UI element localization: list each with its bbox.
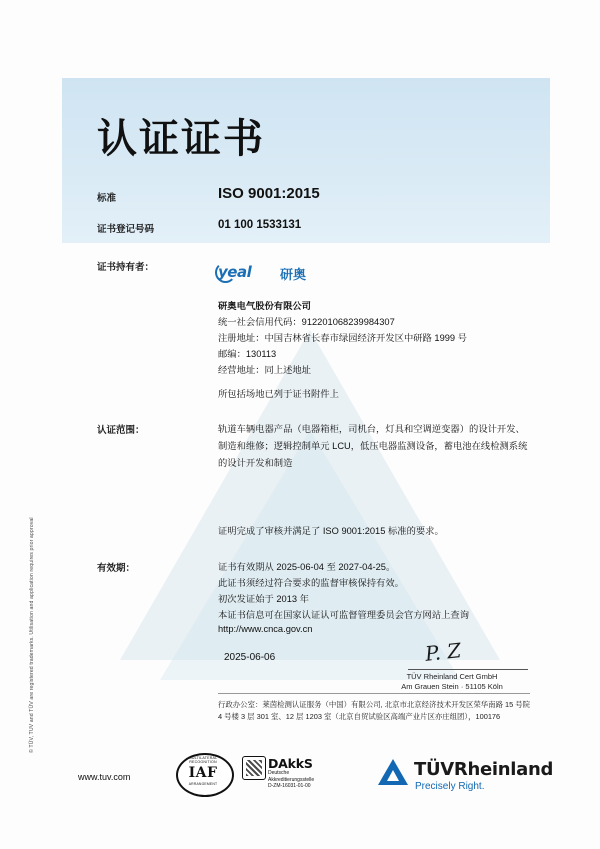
issuing-organization: [372, 672, 532, 692]
side-legal-note: © TÜV, TUV and TÜV are registered trademarks. Utilisation and application requires prior approval: [29, 517, 35, 753]
dakks-sub-line-1: Deutsche: [268, 770, 290, 776]
footer-divider: [218, 693, 530, 694]
tuv-url[interactable]: www.tuv.com: [78, 772, 131, 782]
validity-surveillance: 此证书须经过符合要求的监督审核保持有效。: [218, 578, 404, 588]
iaf-top-text: MULTILATERAL RECOGNITION: [188, 756, 218, 764]
dakks-name: DAkkS: [268, 756, 313, 771]
tuv-rheinland-logo: [378, 757, 554, 797]
logo-wordmark: yeal: [218, 263, 252, 281]
tuv-tagline: Precisely Right.: [415, 781, 485, 792]
cnca-link[interactable]: http://www.cnca.gov.cn: [218, 624, 313, 634]
standard-value: ISO 9001:2015: [218, 185, 320, 202]
holder-postcode: 邮编：130113: [218, 349, 277, 359]
iaf-badge-icon: [176, 753, 232, 795]
audit-statement: 证明完成了审核并满足了 ISO 9001:2015 标准的要求。: [218, 526, 444, 536]
issue-date: 2025-06-06: [224, 652, 276, 663]
holder-registered-address: 注册地址：中国吉林省长春市绿园经济开发区中研路 1999 号: [218, 333, 467, 343]
holder-annex-note: 所包括场地已列于证书附件上: [218, 389, 339, 399]
issuing-org-line-2: Am Grauen Stein · 51105 Köln: [401, 682, 503, 691]
registration-value: 01 100 1533131: [218, 219, 302, 231]
page-title: 认证证书: [97, 116, 265, 162]
scope-label: 认证范围：: [97, 425, 145, 436]
validity-cnca-note: 本证书信息可在国家认证认可监督管理委员会官方网站上查询: [218, 610, 470, 620]
holder-label: 证书持有者：: [97, 262, 155, 273]
logo-chinese-name: 研奥: [280, 267, 307, 282]
dakks-sub: [268, 770, 314, 790]
validity-label: 有效期：: [97, 563, 136, 574]
dakks-sub-line-2: Akkreditierungsstelle: [268, 776, 315, 783]
holder-company-name: 研奥电气股份有限公司: [218, 301, 311, 311]
tuv-triangle-inner-icon: [387, 770, 399, 781]
dakks-logo: [242, 756, 362, 794]
signature: P. Z: [423, 638, 463, 666]
iaf-bottom-text: ARRANGEMENT: [188, 782, 218, 786]
validity-first-issue: 初次发证始于 2013 年: [218, 594, 309, 604]
dakks-mark-icon: [242, 756, 266, 780]
iaf-name: IAF: [188, 765, 218, 781]
company-logo: [218, 261, 338, 285]
registration-label: 证书登记号码: [97, 224, 155, 235]
holder-credit-code: 统一社会信用代码：912201068239984307: [218, 317, 395, 327]
standard-label: 标准: [97, 193, 117, 204]
signature-line: [408, 669, 528, 670]
tuv-name: TÜVRheinland: [414, 759, 554, 780]
scope-text: 轨道车辆电器产品（电器箱柜，司机台，灯具和空调逆变器）的设计开发、制造和维修；逻辑控制单元 LCU，低压电器监测设备，蓄电池在线检测系统的设计开发和制造: [218, 424, 528, 468]
validity-period: 证书有效期从 2025-06-04 至 2027-04-25。: [218, 562, 396, 572]
issuing-org-line-1: TÜV Rheinland Cert GmbH: [406, 672, 498, 681]
holder-operating-address: 经营地址：同上述地址: [218, 365, 311, 375]
dakks-sub-line-3: D-ZM-16031-01-00: [268, 783, 311, 790]
footer-address: 行政办公室：莱茵检测认证服务（中国）有限公司, 北京市北京经济技术开发区荣华南路 15 号院 4 号楼 3 层 301 室、12 层 1203 室（北京自贸试验区高端产业片区亦庄组团），100176: [218, 700, 531, 721]
